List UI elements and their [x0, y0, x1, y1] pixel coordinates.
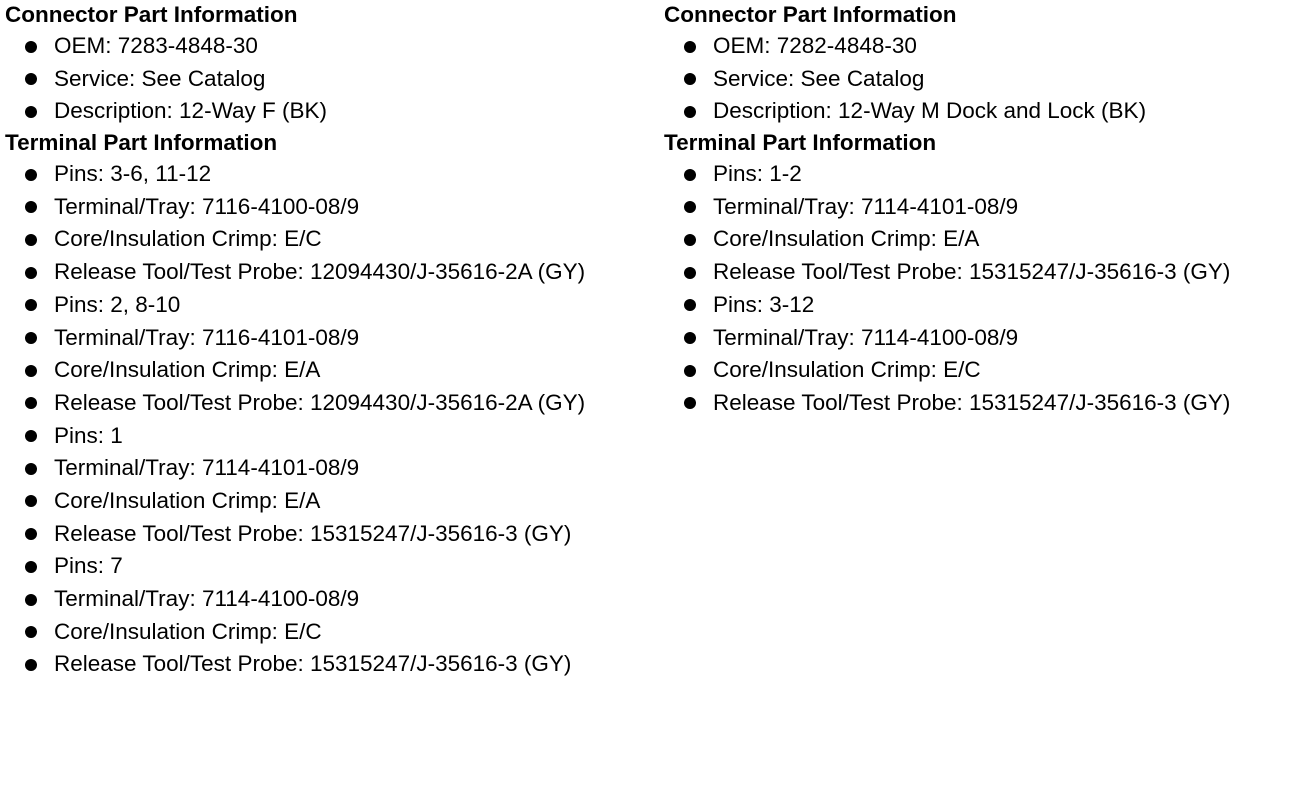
connector-service-item: [5, 63, 655, 96]
connector-description-item: [664, 95, 1312, 128]
release-tool-item: [5, 648, 655, 681]
item-text: Release Tool/Test Probe: 12094430/J-35616-2A (GY): [54, 259, 586, 285]
item-text: Core/Insulation Crimp: E/C: [54, 226, 322, 252]
connector-service-item: [664, 63, 1312, 96]
connector-description-item: [5, 95, 655, 128]
item-text: Pins: 7: [54, 553, 123, 579]
crimp-item: [5, 485, 655, 518]
terminal-tray-item: [5, 191, 655, 224]
pins-item: [5, 420, 655, 453]
bullet-icon: [684, 267, 696, 279]
bullet-icon: [25, 299, 37, 311]
bullet-icon: [25, 528, 37, 540]
connector-part-list: [664, 30, 1312, 128]
bullet-icon: [25, 267, 37, 279]
item-text: Terminal/Tray: 7116-4100-08/9: [54, 193, 360, 219]
bullet-icon: [25, 659, 37, 671]
left-connector-column: [5, 0, 655, 681]
item-text: Core/Insulation Crimp: E/A: [54, 487, 321, 513]
bullet-icon: [25, 626, 37, 638]
item-text: OEM: 7282-4848-30: [713, 33, 917, 58]
item-text: Description: 12-Way M Dock and Lock (BK): [713, 98, 1147, 124]
release-tool-item: [5, 256, 655, 289]
bullet-icon: [25, 594, 37, 606]
pins-item: [664, 158, 1312, 191]
crimp-item: [5, 616, 655, 649]
bullet-icon: [25, 397, 37, 409]
item-text: Release Tool/Test Probe: 15315247/J-35616-3 (GY): [54, 520, 572, 546]
terminal-tray-item: [5, 322, 655, 355]
bullet-icon: [25, 495, 37, 507]
item-text: Core/Insulation Crimp: E/C: [54, 618, 322, 644]
bullet-icon: [684, 41, 696, 53]
terminal-tray-item: [664, 322, 1312, 355]
pins-item: [5, 158, 655, 191]
item-text: Terminal/Tray: 7116-4101-08/9: [54, 324, 360, 350]
bullet-icon: [684, 397, 696, 409]
item-text: Service: See Catalog: [713, 65, 925, 91]
bullet-icon: [25, 169, 37, 181]
item-text: Terminal/Tray: 7114-4101-08/9: [54, 455, 360, 481]
crimp-item: [5, 223, 655, 256]
bullet-icon: [684, 299, 696, 311]
bullet-icon: [25, 430, 37, 442]
terminal-group: [5, 289, 655, 420]
connector-part-list: [5, 30, 655, 128]
connector-part-heading: Connector Part Information: [664, 2, 957, 27]
terminal-part-heading: Terminal Part Information: [5, 130, 278, 156]
connector-part-heading: Connector Part Information: [5, 2, 298, 27]
item-text: Release Tool/Test Probe: 15315247/J-35616-3 (GY): [54, 651, 572, 677]
terminal-group: [5, 158, 655, 289]
bullet-icon: [25, 201, 37, 213]
bullet-icon: [25, 73, 37, 85]
bullet-icon: [25, 561, 37, 573]
terminal-group: [5, 550, 655, 681]
terminal-group: [5, 420, 655, 551]
pins-item: [664, 289, 1312, 322]
item-text: Core/Insulation Crimp: E/A: [54, 357, 321, 383]
item-text: Terminal/Tray: 7114-4100-08/9: [713, 324, 1019, 350]
item-text: Pins: 2, 8-10: [54, 291, 181, 317]
release-tool-item: [664, 256, 1312, 289]
pins-item: [5, 289, 655, 322]
crimp-item: [664, 223, 1312, 256]
bullet-icon: [684, 234, 696, 246]
item-text: Pins: 3-6, 11-12: [54, 161, 212, 187]
item-text: Release Tool/Test Probe: 15315247/J-35616-3 (GY): [713, 259, 1231, 285]
item-text: Service: See Catalog: [54, 65, 266, 91]
release-tool-item: [5, 387, 655, 420]
bullet-icon: [684, 332, 696, 344]
crimp-item: [664, 354, 1312, 387]
pins-item: [5, 550, 655, 583]
terminal-part-heading: Terminal Part Information: [664, 130, 937, 156]
bullet-icon: [25, 463, 37, 475]
terminal-group: [664, 158, 1312, 289]
item-text: Core/Insulation Crimp: E/A: [713, 226, 980, 252]
item-text: Release Tool/Test Probe: 15315247/J-35616-3 (GY): [713, 389, 1231, 415]
release-tool-item: [5, 518, 655, 551]
bullet-icon: [684, 106, 696, 118]
bullet-icon: [25, 332, 37, 344]
terminal-group: [664, 289, 1312, 420]
right-connector-column: [664, 0, 1312, 420]
connector-oem-item: [5, 30, 655, 63]
bullet-icon: [25, 234, 37, 246]
crimp-item: [5, 354, 655, 387]
item-text: Terminal/Tray: 7114-4101-08/9: [713, 193, 1019, 219]
item-text: Release Tool/Test Probe: 12094430/J-35616-2A (GY): [54, 389, 586, 415]
item-text: Core/Insulation Crimp: E/C: [713, 357, 981, 383]
bullet-icon: [684, 365, 696, 377]
bullet-icon: [25, 106, 37, 118]
item-text: Pins: 3-12: [713, 291, 815, 317]
terminal-tray-item: [664, 191, 1312, 224]
release-tool-item: [664, 387, 1312, 420]
terminal-tray-item: [5, 452, 655, 485]
item-text: OEM: 7283-4848-30: [54, 33, 258, 58]
item-text: Terminal/Tray: 7114-4100-08/9: [54, 586, 360, 611]
bullet-icon: [684, 201, 696, 213]
terminal-tray-item: [5, 583, 655, 616]
bullet-icon: [25, 41, 37, 53]
bullet-icon: [684, 169, 696, 181]
bullet-icon: [25, 365, 37, 377]
bullet-icon: [684, 73, 696, 85]
item-text: Description: 12-Way F (BK): [54, 98, 327, 124]
connector-oem-item: [664, 30, 1312, 63]
item-text: Pins: 1: [54, 422, 123, 448]
item-text: Pins: 1-2: [713, 161, 802, 187]
